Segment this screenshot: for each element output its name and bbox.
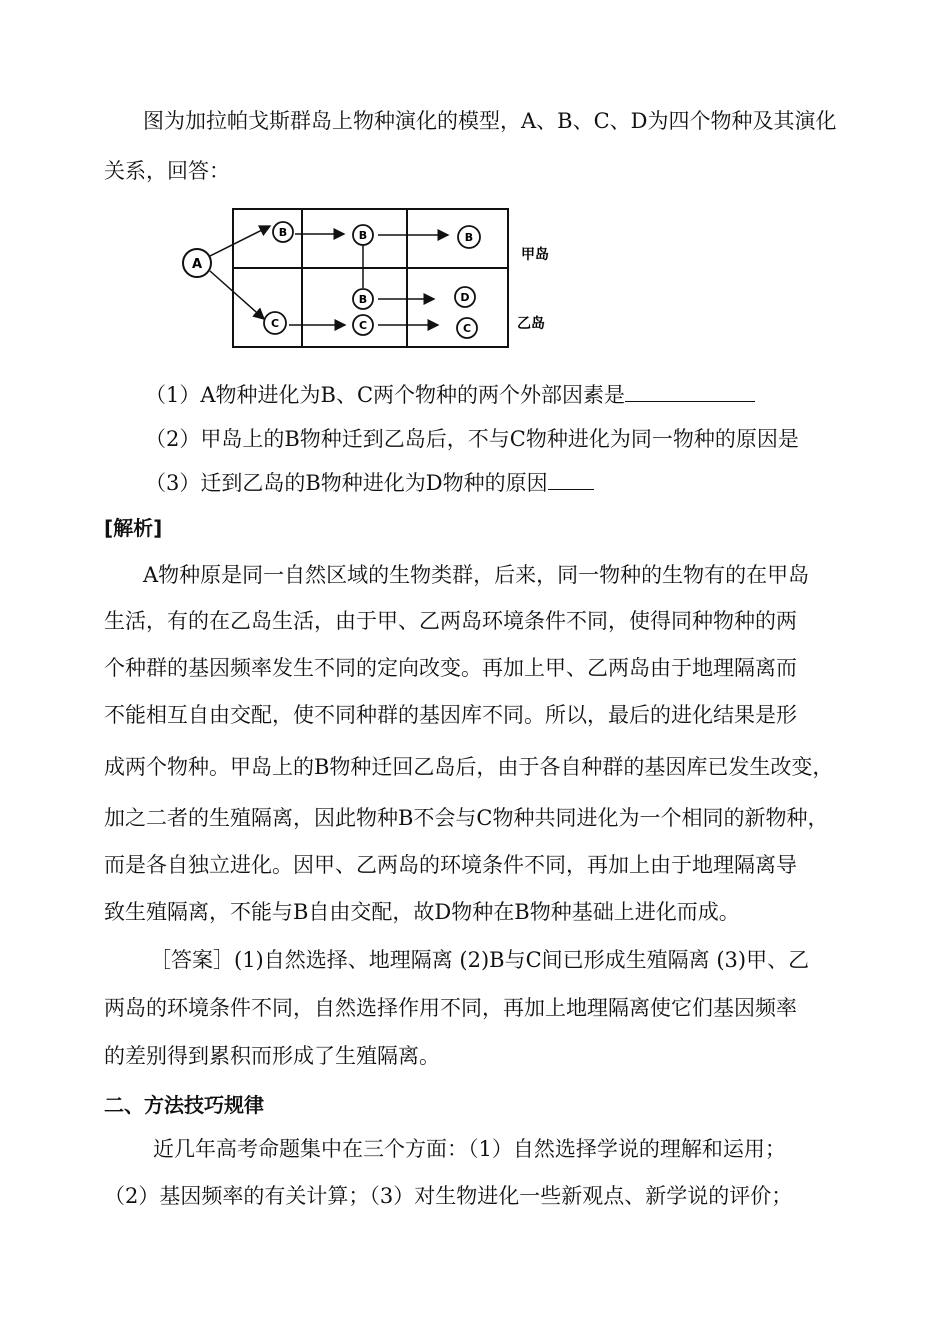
svg-text:B: B bbox=[358, 293, 368, 306]
species-c-node-3 bbox=[457, 318, 477, 338]
section-2-heading: 二、方法技巧规律 bbox=[104, 1093, 264, 1117]
svg-text:B: B bbox=[278, 226, 288, 239]
species-d-node bbox=[455, 287, 475, 307]
intro-line-2: 关系，回答： bbox=[104, 159, 230, 183]
island-label-jia: 甲岛 bbox=[521, 247, 549, 263]
question-2: （2）甲岛上的B物种迁到乙岛后，不与C物种进化为同一物种的原因是 bbox=[145, 427, 799, 451]
answer-blank-3 bbox=[548, 469, 594, 490]
svg-text:C: C bbox=[270, 317, 280, 330]
species-b-node-2 bbox=[353, 225, 373, 245]
section-2-line-1: 近几年高考命题集中在三个方面：（1）自然选择学说的理解和运用； bbox=[153, 1137, 786, 1161]
evolution-diagram bbox=[178, 204, 578, 354]
analysis-heading: [解析] bbox=[104, 516, 163, 540]
question-1-text: （1）A物种进化为B、C两个物种的两个外部因素是 bbox=[145, 383, 626, 407]
analysis-line-5: 成两个物种。甲岛上的B物种迁回乙岛后，由于各自种群的基因库已发生改变， bbox=[104, 755, 834, 779]
analysis-line-3: 个种群的基因频率发生不同的定向改变。再加上甲、乙两岛由于地理隔离而 bbox=[104, 656, 797, 680]
intro-line-1: 图为加拉帕戈斯群岛上物种演化的模型，A、B、C、D为四个物种及其演化 bbox=[143, 109, 837, 133]
analysis-line-8: 致生殖隔离，不能与B自由交配，故D物种在B物种基础上进化而成。 bbox=[104, 900, 740, 924]
analysis-line-1: A物种原是同一自然区域的生物类群，后来，同一物种的生物有的在甲岛 bbox=[143, 563, 810, 587]
arrow-a-to-b bbox=[210, 226, 270, 256]
species-c-node-2 bbox=[353, 315, 373, 335]
question-3-text: （3）迁到乙岛的B物种进化为D物种的原因 bbox=[145, 471, 548, 495]
question-3 bbox=[145, 469, 594, 497]
species-b-node-migrated bbox=[353, 289, 373, 309]
species-b-node-3 bbox=[458, 226, 480, 248]
island-label-yi: 乙岛 bbox=[517, 316, 545, 332]
species-a-node bbox=[183, 249, 211, 277]
section-2-line-2: （2）基因频率的有关计算；（3）对生物进化一些新观点、新学说的评价； bbox=[104, 1184, 793, 1208]
question-1 bbox=[145, 381, 755, 409]
svg-text:C: C bbox=[358, 319, 368, 332]
analysis-line-7: 而是各自独立进化。因甲、乙两岛的环境条件不同，再加上由于地理隔离导 bbox=[104, 853, 797, 877]
svg-text:B: B bbox=[464, 231, 474, 244]
analysis-line-4: 不能相互自由交配，使不同种群的基因库不同。所以，最后的进化结果是形 bbox=[104, 703, 797, 727]
svg-text:C: C bbox=[462, 322, 472, 335]
svg-text:D: D bbox=[460, 291, 470, 304]
answer-line-1: ［答案］(1)自然选择、地理隔离 (2)B与C间已形成生殖隔离 (3)甲、乙 bbox=[150, 948, 810, 972]
analysis-line-6: 加之二者的生殖隔离，因此物种B不会与C物种共同进化为一个相同的新物种， bbox=[104, 806, 829, 830]
answer-line-2: 两岛的环境条件不同，自然选择作用不同，再加上地理隔离使它们基因频率 bbox=[104, 996, 797, 1020]
arrow-a-to-c bbox=[210, 271, 264, 319]
species-b-node-1 bbox=[273, 222, 293, 242]
analysis-line-2: 生活，有的在乙岛生活，由于甲、乙两岛环境条件不同，使得同种物种的两 bbox=[104, 609, 797, 633]
svg-text:A: A bbox=[191, 257, 203, 272]
species-c-node-1 bbox=[264, 312, 286, 334]
answer-line-3: 的差别得到累积而形成了生殖隔离。 bbox=[104, 1044, 440, 1068]
svg-text:B: B bbox=[358, 229, 368, 242]
answer-blank-1 bbox=[625, 381, 755, 402]
